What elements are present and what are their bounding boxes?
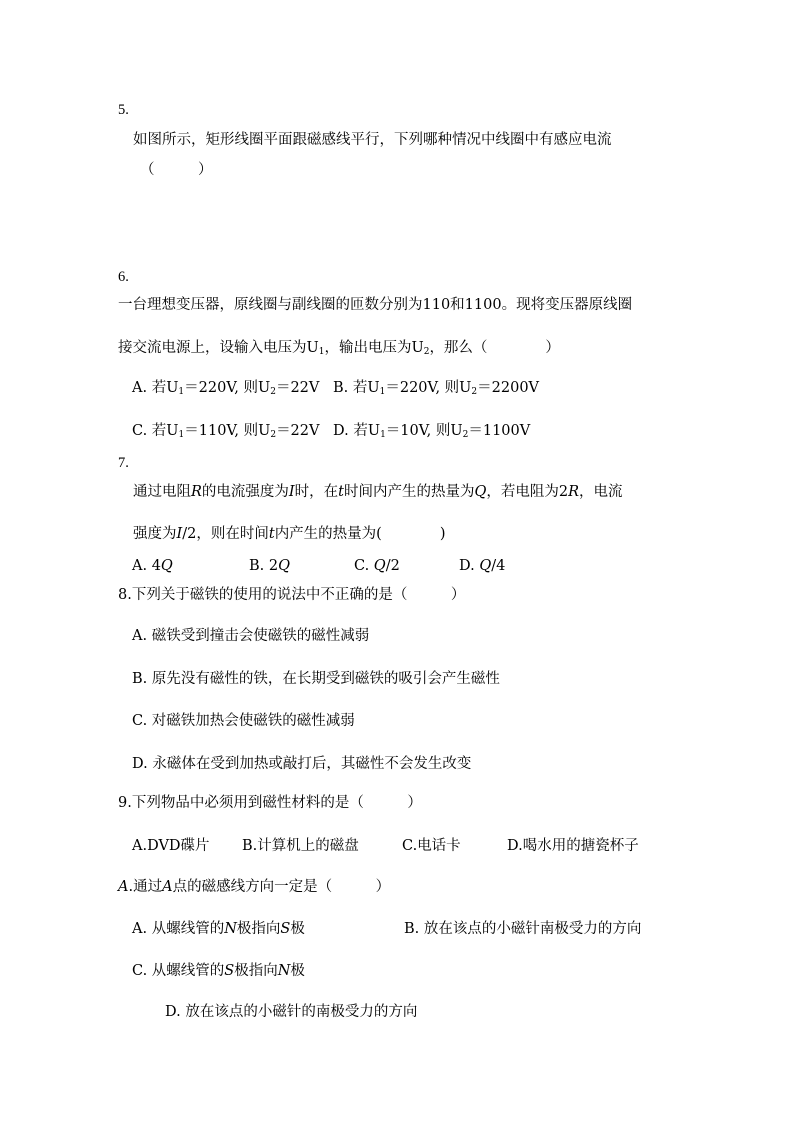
q6-stem-line1: 一台理想变压器，原线圈与副线圈的匝数分别为110和1100。现将变压器原线圈: [118, 297, 633, 313]
q6-option-a: A. 若$U_1=220V$, 则$U_2=22V$: [132, 380, 320, 397]
q10-option-c: C. 从螺线管的S极指向N极: [132, 963, 305, 979]
q6-stem-line2: 接交流电源上，设输入电压为$U_1$，输出电压为$U_2$，那么（ ）: [118, 340, 560, 357]
q6-option-b: B. 若$U_1=220V$, 则$U_2=2200V$: [333, 380, 540, 397]
q6-option-c: C. 若$U_1=110V$, 则$U_2=22V$: [132, 423, 320, 440]
q5-number: 5.: [118, 102, 129, 118]
q5-stem: 如图所示，矩形线圈平面跟磁感线平行，下列哪种情况中线圈中有感应电流: [133, 132, 612, 148]
q8-stem: 8.下列关于磁铁的使用的说法中不正确的是（ ）: [118, 587, 466, 603]
q10-option-d: D. 放在该点的小磁针的南极受力的方向: [165, 1004, 418, 1020]
q9-option-c: C.电话卡: [402, 838, 461, 854]
q8-option-a: A. 磁铁受到撞击会使磁铁的磁性减弱: [132, 628, 370, 644]
q5-answer-blank: （ ）: [140, 162, 213, 178]
q7-option-d: D. Q/4: [459, 558, 506, 574]
q7-option-c: C. Q/2: [354, 558, 400, 574]
q7-option-b: B. 2Q: [249, 558, 290, 574]
q8-option-d: D. 永磁体在受到加热或敲打后，其磁性不会发生改变: [132, 756, 472, 772]
q6-option-d: D. 若$U_1=10V$, 则$U_2=1100V$: [333, 423, 531, 440]
q7-stem-line1: 通过电阻R的电流强度为I时，在t时间内产生的热量为Q，若电阻为2R，电流: [133, 484, 623, 500]
q10-stem: A.通过A点的磁感线方向一定是（ ）: [118, 879, 391, 895]
q8-option-c: C. 对磁铁加热会使磁铁的磁性减弱: [132, 713, 355, 729]
q9-stem: 9.下列物品中必须用到磁性材料的是（ ）: [118, 795, 422, 811]
q9-option-b: B.计算机上的磁盘: [242, 838, 359, 854]
q8-option-b: B. 原先没有磁性的铁，在长期受到磁铁的吸引会产生磁性: [132, 671, 500, 687]
q10-option-a: A. 从螺线管的N极指向S极: [132, 921, 305, 937]
q10-option-b: B. 放在该点的小磁针南极受力的方向: [404, 921, 642, 937]
q6-number: 6.: [118, 269, 129, 285]
q9-option-a: A.DVD碟片: [132, 838, 210, 854]
q9-option-d: D.喝水用的搪瓷杯子: [507, 838, 639, 854]
q7-stem-line2: 强度为I/2，则在时间t内产生的热量为( ): [133, 526, 446, 542]
q7-number: 7.: [118, 455, 129, 471]
q7-option-a: A. 4Q: [132, 558, 173, 574]
